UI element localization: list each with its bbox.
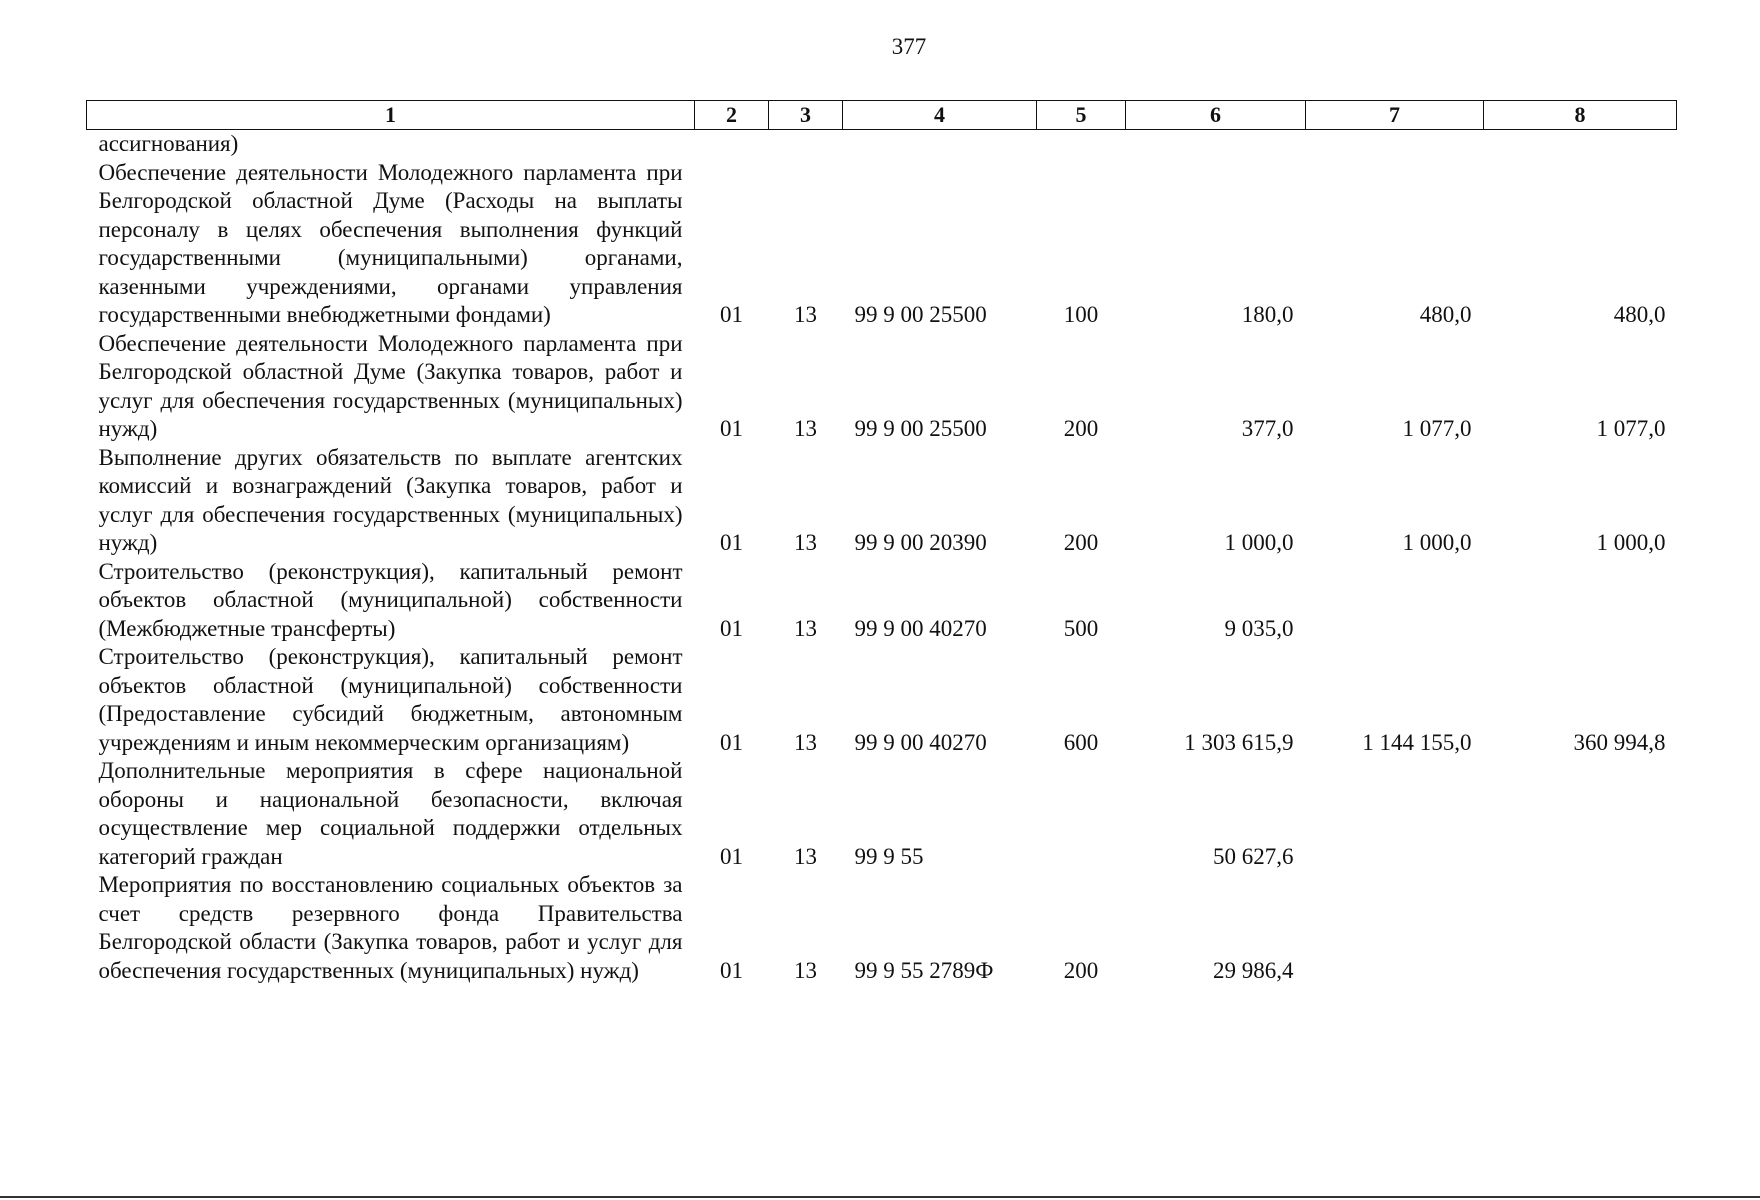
header-col-1: 1 [87, 101, 695, 130]
header-col-3: 3 [769, 101, 843, 130]
row-subsection: 13 [794, 957, 817, 983]
header-col-2: 2 [695, 101, 769, 130]
row-amount-col7: 1 000,0 [1402, 530, 1472, 555]
row-amount-col7: 1 144 155,0 [1362, 729, 1472, 755]
row-expense-type: 200 [1063, 530, 1099, 555]
row-amount-col8 [1484, 757, 1677, 871]
row-amount-col6: 50 627,6 [1213, 843, 1294, 869]
row-amount-col7: 480,0 [1419, 302, 1472, 327]
row-target-article [843, 130, 1037, 159]
row-amount-col7 [1306, 871, 1484, 985]
row-subsection: 13 [794, 530, 817, 555]
row-amount-col6 [1126, 130, 1306, 159]
row-amount-col6: 9 035,0 [1224, 615, 1294, 641]
table-row [87, 444, 1677, 558]
header-col-7: 7 [1306, 101, 1484, 130]
row-section [695, 130, 769, 159]
row-expense-type: 500 [1063, 615, 1099, 641]
row-amount-col7 [1306, 558, 1484, 644]
row-description: Обеспечение деятельности Молодежного парламента при Белгородской областной Думе (Расходы на выплаты персоналу в целях обеспечения выполнения функций государственными (муниципальными) органами, казенными учреждениями, органами управления государственными внебюджетными фондами) [98, 159, 683, 327]
row-description: ассигнования) [98, 131, 239, 156]
row-amount-col8 [1484, 871, 1677, 985]
row-amount-col6: 180,0 [1241, 302, 1294, 327]
row-expense-type: 200 [1063, 416, 1099, 441]
row-expense-type [1037, 757, 1126, 871]
row-amount-col6: 377,0 [1241, 416, 1294, 441]
header-col-8: 8 [1484, 101, 1677, 130]
row-amount-col8 [1484, 558, 1677, 644]
row-subsection: 13 [794, 615, 817, 641]
row-amount-col7 [1306, 130, 1484, 159]
row-expense-type: 200 [1063, 957, 1099, 983]
row-section: 01 [720, 302, 743, 327]
row-subsection [769, 130, 843, 159]
header-row [87, 101, 1677, 130]
row-section: 01 [720, 843, 743, 869]
row-subsection: 13 [794, 729, 817, 755]
budget-table [86, 100, 1677, 985]
table-row [87, 643, 1677, 757]
row-expense-type: 100 [1063, 302, 1099, 327]
row-description: Строительство (реконструкция), капитальный ремонт объектов областной (муниципальной) собственности (Предоставление субсидий бюджетным, автономным учреждениям и иным некоммерческим организациям) [98, 644, 683, 755]
row-amount-col8: 1 000,0 [1596, 530, 1666, 555]
row-amount-col8: 360 994,8 [1573, 729, 1666, 755]
row-description: Выполнение других обязательств по выплате агентских комиссий и вознаграждений (Закупка товаров, работ и услуг для обеспечения государственных (муниципальных) нужд) [98, 444, 683, 555]
row-target-article: 99 9 00 40270 [854, 615, 987, 641]
row-section: 01 [720, 615, 743, 641]
header-col-6: 6 [1126, 101, 1306, 130]
row-description: Дополнительные мероприятия в сфере национальной обороны и национальной безопасности, включая осуществление мер социальной поддержки отдельных категорий граждан [98, 758, 683, 869]
row-target-article: 99 9 55 2789Ф [854, 957, 994, 983]
table-row [87, 130, 1677, 159]
row-amount-col7: 1 077,0 [1402, 416, 1472, 441]
table-row [87, 330, 1677, 444]
row-section: 01 [720, 416, 743, 441]
table-row [87, 757, 1677, 871]
row-amount-col6: 1 303 615,9 [1184, 729, 1294, 755]
row-amount-col8 [1484, 130, 1677, 159]
row-section: 01 [720, 957, 743, 983]
row-amount-col6: 1 000,0 [1224, 530, 1294, 555]
table-row [87, 558, 1677, 644]
table-row [87, 159, 1677, 330]
row-target-article: 99 9 00 40270 [854, 729, 987, 755]
row-amount-col7 [1306, 757, 1484, 871]
row-target-article: 99 9 00 25500 [854, 416, 987, 441]
row-target-article: 99 9 00 20390 [854, 530, 987, 555]
page-bottom-rule [0, 1196, 1760, 1198]
header-col-4: 4 [843, 101, 1037, 130]
row-target-article: 99 9 00 25500 [854, 302, 987, 327]
row-subsection: 13 [794, 843, 817, 869]
row-subsection: 13 [794, 302, 817, 327]
row-section: 01 [720, 530, 743, 555]
header-col-5: 5 [1037, 101, 1126, 130]
table-row [87, 871, 1677, 985]
row-description: Строительство (реконструкция), капитальный ремонт объектов областной (муниципальной) собственности (Межбюджетные трансферты) [98, 558, 683, 641]
row-amount-col6: 29 986,4 [1213, 957, 1294, 983]
row-section: 01 [720, 729, 743, 755]
row-amount-col8: 1 077,0 [1596, 416, 1666, 441]
row-expense-type [1037, 130, 1126, 159]
page-number: 377 [891, 34, 927, 59]
row-amount-col8: 480,0 [1613, 302, 1666, 327]
row-description: Мероприятия по восстановлению социальных объектов за счет средств резервного фонда Правительства Белгородской области (Закупка товаров, работ и услуг для обеспечения государственных (муниципальных) нужд) [98, 872, 683, 983]
row-expense-type: 600 [1063, 729, 1099, 755]
row-subsection: 13 [794, 416, 817, 441]
row-target-article: 99 9 55 [854, 843, 924, 869]
row-description: Обеспечение деятельности Молодежного парламента при Белгородской областной Думе (Закупка товаров, работ и услуг для обеспечения государственных (муниципальных) нужд) [98, 330, 683, 441]
